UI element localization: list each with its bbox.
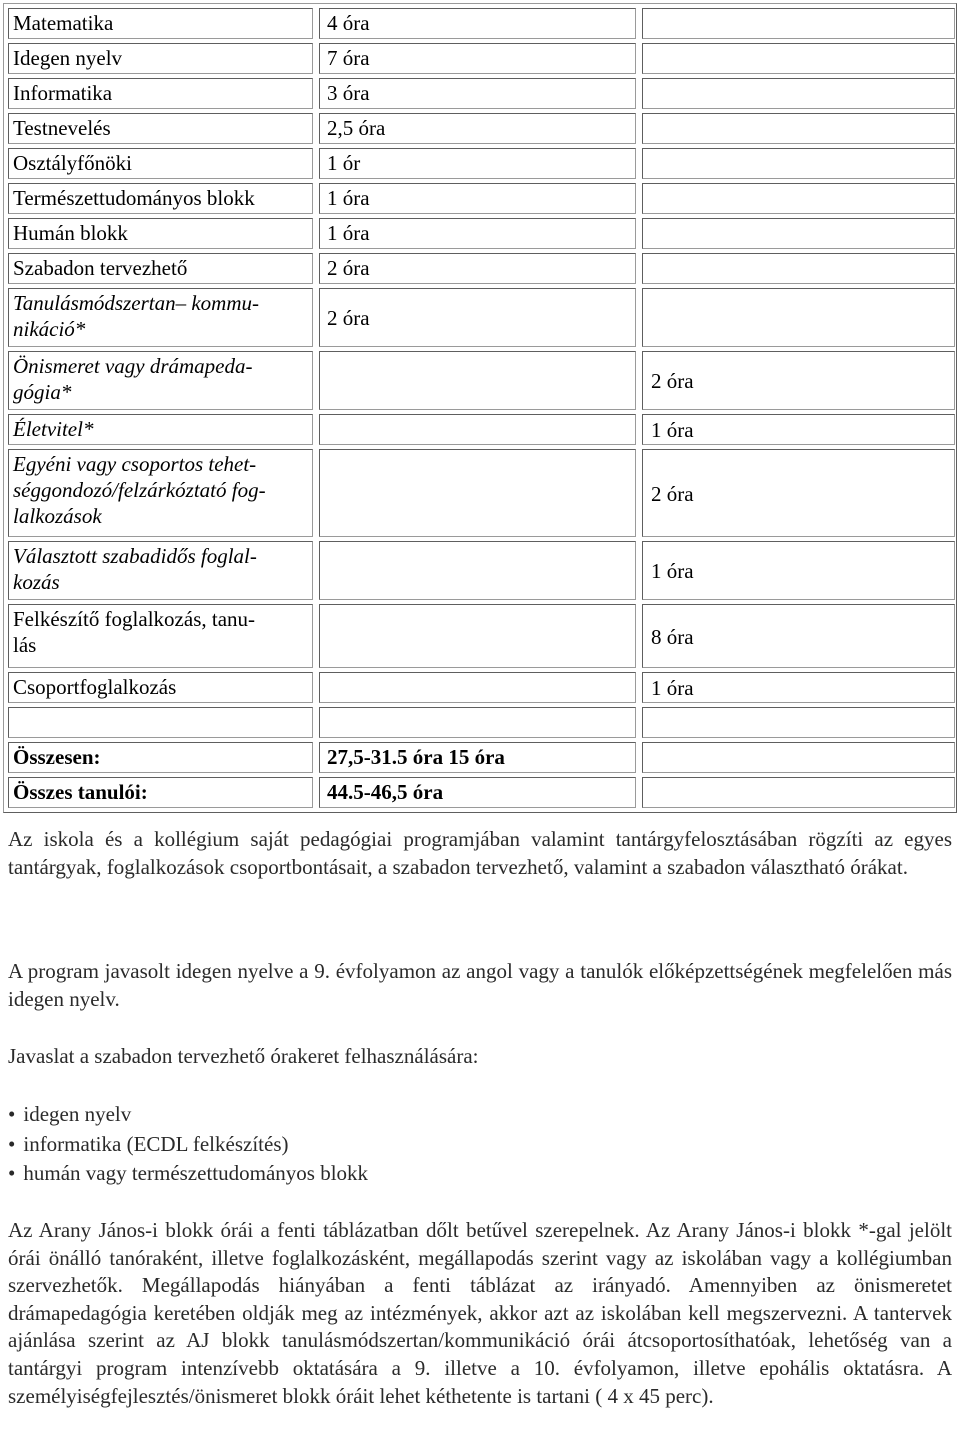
cell-text: 2 óra [651, 481, 694, 506]
cell-text: 4 óra [327, 11, 370, 35]
activity-cell [8, 351, 313, 410]
student-total-value [319, 777, 636, 808]
empty-cell [319, 414, 636, 445]
activity-cell [8, 449, 313, 537]
empty-cell [642, 148, 955, 179]
empty-cell [642, 78, 955, 109]
cell-text: 1 óra [327, 186, 370, 210]
cell-text: 3 óra [327, 81, 370, 105]
cell-text: 1 ór [327, 151, 361, 175]
subject-cell [8, 8, 313, 39]
cell-text: 7 óra [327, 46, 370, 70]
cell-text: Egyéni vagy csoportos tehet- [13, 452, 257, 476]
empty-cell [642, 43, 955, 74]
subject-cell [8, 218, 313, 249]
cell-text: séggondozó/felzárkóztató fog- [13, 478, 266, 502]
hours-cell [319, 183, 636, 214]
list-item: • idegen nyelv [8, 1100, 948, 1130]
cell-text: 1 óra [327, 221, 370, 245]
cell-text: gógia* [13, 380, 72, 404]
cell-text: 1 óra [651, 559, 694, 583]
hours-cell [642, 672, 955, 703]
cell-text: 2 óra [327, 306, 370, 330]
subject-cell [8, 253, 313, 284]
empty-cell [642, 288, 955, 347]
subject-cell [8, 78, 313, 109]
cell-text: 1 óra [651, 676, 694, 700]
cell-text: Idegen nyelv [13, 46, 123, 70]
empty-cell [642, 183, 955, 214]
cell-text: 44.5-46,5 óra [327, 780, 444, 804]
empty-cell [319, 449, 636, 537]
cell-text: Természettudományos blokk [13, 186, 255, 210]
list-item: • humán vagy természettudományos blokk [8, 1159, 948, 1189]
empty-cell [319, 672, 636, 703]
empty-cell [642, 253, 955, 284]
cell-text: Összesen: [13, 745, 101, 769]
cell-text: Összes tanulói: [13, 780, 148, 804]
empty-cell [642, 742, 955, 773]
hours-cell [319, 113, 636, 144]
hours-cell [319, 253, 636, 284]
hours-cell [319, 218, 636, 249]
subject-cell [8, 288, 313, 347]
empty-cell [642, 777, 955, 808]
empty-cell [319, 351, 636, 410]
cell-text: Testnevelés [13, 116, 111, 140]
hours-cell [642, 604, 955, 668]
cell-text: lalkozások [13, 504, 102, 528]
cell-text: nikáció* [13, 317, 86, 341]
cell-text: Informatika [13, 81, 113, 105]
hours-cell [642, 414, 955, 445]
cell-text: Választott szabadidős foglal- [13, 544, 257, 568]
list-item: • informatika (ECDL felkészítés) [8, 1130, 948, 1160]
hours-cell [319, 148, 636, 179]
paragraph-arany-janos: Az Arany János-i blokk órái a fenti táblázatban dőlt betűvel szerepelnek. Az Arany János-i blokk *-gal jelölt órái önálló tanóraként, illetve foglalkozásként, megállapodás szerint vagy az iskolában vagy a kollégiumban szervezhetők. Megállapodás hiányában a fenti táblázat az irányadó. Amennyiben az önismeretet drámapedagógia keretében oldják meg az intézmények, akkor azt az iskolában kell megszervezni. A tantervek ajánlása szerint az AJ blokk tanulásmódszertan/kommunikáció órái átcsoportosíthatóak, lehetőség van a tantárgyi program intenzívebb oktatására a 9. illetve a 10. évfolyamon, illetve epohális oktatásra. A személyiségfejlesztés/önismeret blokk óráit lehet kéthetente is tartani ( 4 x 45 perc). [8, 1218, 952, 1408]
empty-cell [319, 604, 636, 668]
empty-cell [642, 113, 955, 144]
empty-cell [642, 218, 955, 249]
hours-cell [642, 541, 955, 600]
cell-text: Matematika [13, 11, 114, 35]
proposal-list [8, 1100, 948, 1189]
subject-cell [8, 148, 313, 179]
cell-text: Szabadon tervezhető [13, 256, 188, 280]
empty-cell [642, 707, 955, 738]
paragraph-language: A program javasolt idegen nyelve a 9. évfolyamon az angol vagy a tanulók előképzettségének megfelelően más idegen nyelv. [8, 959, 952, 1011]
cell-text: Életvitel* [13, 417, 94, 441]
paragraph-proposal: Javaslat a szabadon tervezhető órakeret felhasználására: [8, 1044, 479, 1068]
cell-text: 2 óra [327, 256, 370, 280]
cell-text: 8 óra [651, 624, 694, 649]
empty-cell [8, 707, 313, 738]
cell-text: 1 óra [651, 418, 694, 442]
subject-cell [8, 113, 313, 144]
cell-text: 2 óra [651, 369, 694, 393]
total-value [319, 742, 636, 773]
activity-cell [8, 604, 313, 668]
subject-cell [8, 43, 313, 74]
empty-cell [319, 707, 636, 738]
hours-cell [319, 288, 636, 347]
activity-cell [8, 414, 313, 445]
cell-text: 27,5-31.5 óra 15 óra [327, 745, 505, 769]
activity-cell [8, 541, 313, 600]
subject-cell [8, 183, 313, 214]
cell-text: kozás [13, 570, 60, 594]
cell-text: Osztályfőnöki [13, 151, 132, 175]
hours-cell [319, 8, 636, 39]
activity-cell [8, 672, 313, 703]
empty-cell [319, 541, 636, 600]
cell-text: Csoportfoglalkozás [13, 675, 177, 699]
empty-cell [642, 8, 955, 39]
hours-cell [642, 449, 955, 537]
cell-text: 2,5 óra [327, 116, 386, 140]
hours-cell [642, 351, 955, 410]
cell-text: Felkészítő foglalkozás, tanu- [13, 607, 256, 631]
hours-cell [319, 43, 636, 74]
cell-text: lás [13, 633, 37, 657]
cell-text: Tanulásmódszertan– kommu- [13, 291, 259, 315]
hours-cell [319, 78, 636, 109]
cell-text: Önismeret vagy drámapeda- [13, 354, 253, 378]
total-label [8, 742, 313, 773]
paragraph-scheduling: Az iskola és a kollégium saját pedagógiai programjában valamint tantárgyfelosztásában rögzíti az egyes tantárgyak, foglalkozások csoportbontásait, a szabadon tervezhető, valamint a szabadon választható órákat. [8, 827, 952, 879]
cell-text: Humán blokk [13, 221, 128, 245]
student-total-label [8, 777, 313, 808]
